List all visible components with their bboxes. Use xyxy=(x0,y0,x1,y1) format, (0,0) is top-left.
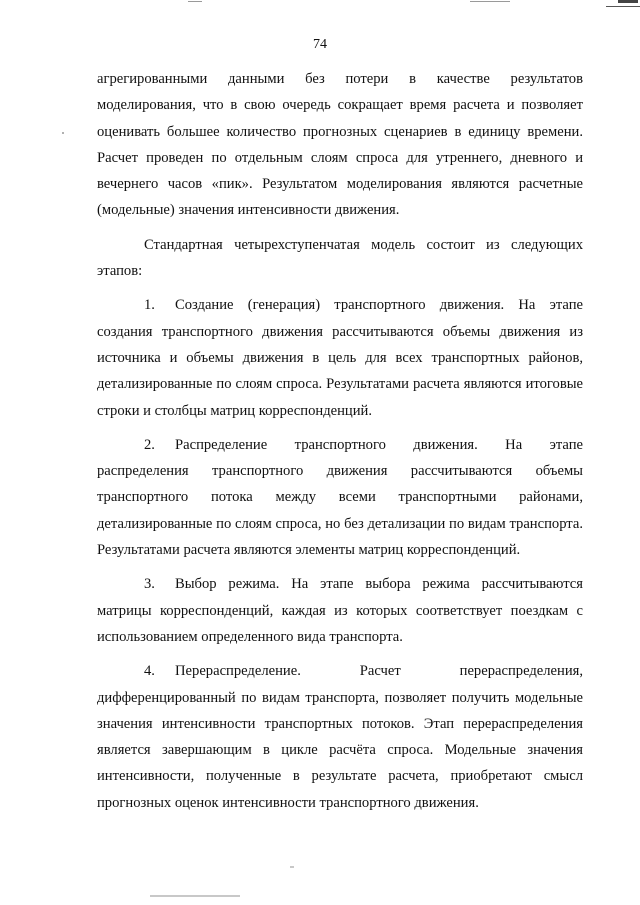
scan-corner-mark xyxy=(606,0,640,7)
paragraph-intro: Стандартная четырехступенчатая модель состоит из следующих этапов: xyxy=(97,236,583,280)
stage-text: Создание (генерация) транспортного движения. На этапе создания транспортного движения рассчитываются объемы движения из источника и объемы движения в цель для всех транспортных районов, детализированные по слоям спроса. Результатами расчета являются итоговые строки и столбцы матриц корреспонденций. xyxy=(97,297,583,419)
scan-speck xyxy=(150,895,240,897)
stage-item xyxy=(97,292,583,423)
document-body xyxy=(97,66,583,816)
stage-number: 3. xyxy=(144,576,155,593)
page-number: 74 xyxy=(313,37,327,52)
scan-speck xyxy=(62,132,64,134)
scan-speck xyxy=(290,866,294,868)
scan-speck xyxy=(470,1,510,2)
stage-text: Выбор режима. На этапе выбора режима рассчитываются матрицы корреспонденций, каждая из которых соответствует поездкам с использованием определенного вида транспорта. xyxy=(97,576,583,645)
stage-number: 2. xyxy=(144,436,155,453)
stage-number: 4. xyxy=(144,663,155,680)
stage-item xyxy=(97,432,583,563)
stage-text: Перераспределение. Расчет перераспределения, дифференцированный по видам транспорта, позволяет получить модельные значения интенсивности транспортных потоков. Этап перераспределения является завершающим в цикле расчёта спроса. Модельные значения интенсивности, полученные в результате расчета, приобретают смысл прогнозных оценок интенсивности транспортного движения. xyxy=(97,663,583,811)
paragraph-continuation: агрегированными данными без потери в качестве результатов моделирования, что в свою очередь сокращает время расчета и позволяет оценивать большее количество прогнозных сценариев в единицу времени. Расчет проведен по отдельным слоям спроса для утреннего, дневного и вечернего часов «пик». Результатом моделирования являются расчетные (модельные) значения интенсивности движения. xyxy=(97,71,583,219)
stage-item xyxy=(97,658,583,816)
stage-number: 1. xyxy=(144,297,155,314)
scan-speck xyxy=(188,1,202,2)
stage-text: Распределение транспортного движения. На этапе распределения транспортного движения рассчитываются объемы транспортного потока между всеми транспортными районами, детализированные по слоям спроса, но без детализации по видам транспорта. Результатами расчета являются элементы матриц корреспонденций. xyxy=(97,436,583,559)
stage-item xyxy=(97,571,583,650)
